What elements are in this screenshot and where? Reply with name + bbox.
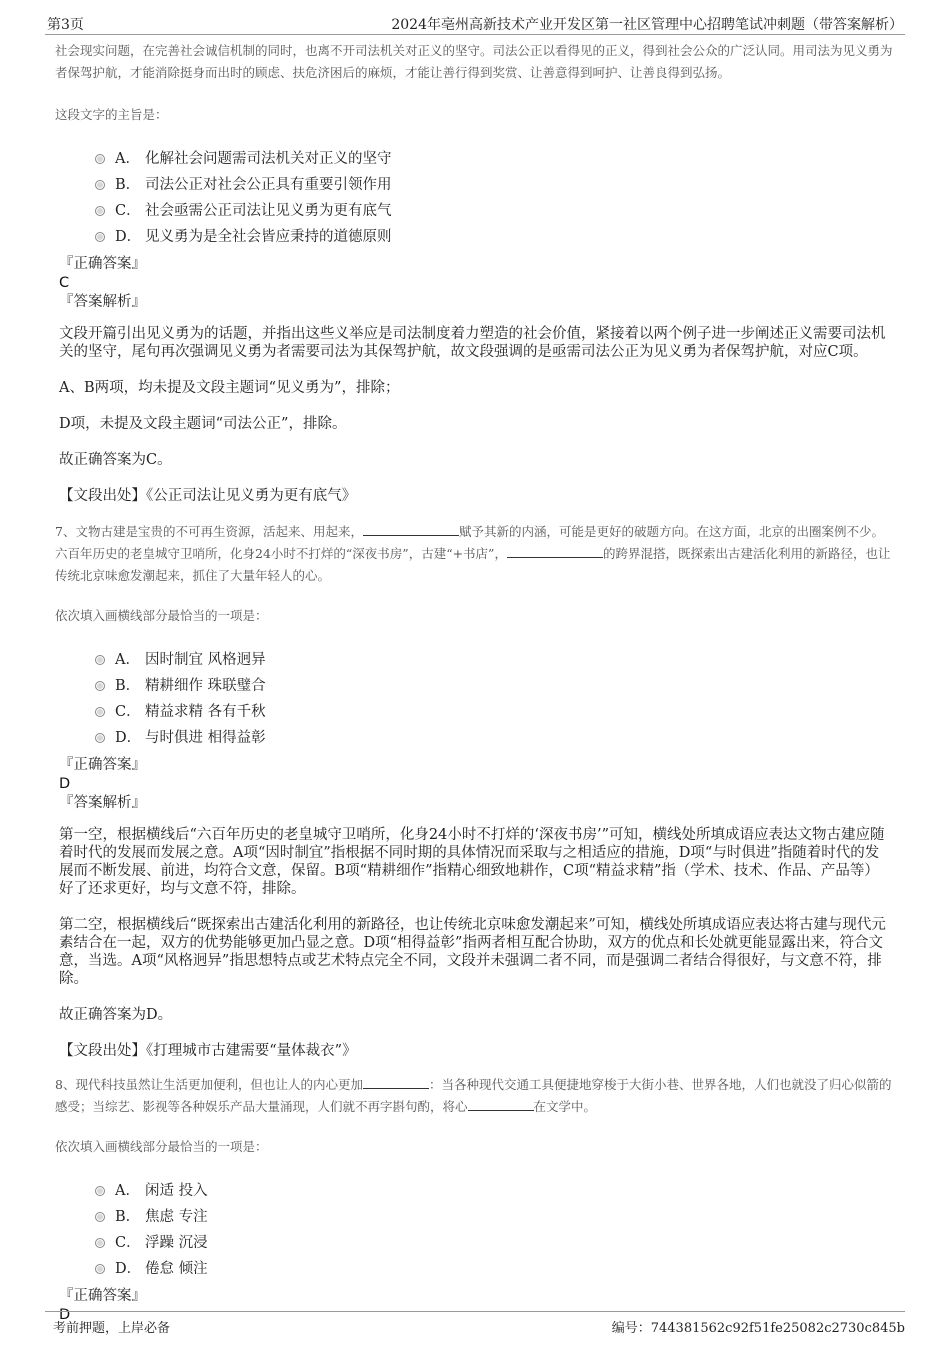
q7-passage: 7、文物古建是宝贵的不可再生资源，活起来、用起来， 赋予其新的内涵，可能是更好的破题方向。在这方面，北京的出圈案例不少。六百年历史的老皇城守卫哨所，化身24小时不打烊的“深夜书房”，古建“+书店”， 的跨界混搭，既探索出古建活化利用的新路径，也让传统北京味愈发潮起来，抓住了大量年轻人的心。 xyxy=(55,524,891,583)
q6-source: 【文段出处】《公正司法让见义勇为更有底气》 xyxy=(59,488,357,504)
q8-option-b[interactable]: B． 焦虑 专注 xyxy=(95,1202,893,1228)
q8-options xyxy=(95,1176,893,1280)
q8-option-d[interactable]: D． 倦怠 倾注 xyxy=(95,1254,893,1280)
q6-option-b[interactable]: B． 司法公正对社会公正具有重要引领作用 xyxy=(95,170,893,196)
q8-answer: D xyxy=(59,1307,71,1323)
radio-icon[interactable] xyxy=(95,707,105,717)
q7-option-a[interactable]: A． 因时制宜 风格迥异 xyxy=(95,645,893,671)
q6-analysis-2: A、B两项，均未提及文段主题词“见义勇为”，排除； xyxy=(59,380,400,396)
q6-analysis-label: 『答案解析』 xyxy=(59,294,146,310)
q7-instruction: 依次填入画横线部分最恰当的一项是： xyxy=(55,608,268,623)
q8-option-c[interactable]: C． 浮躁 沉浸 xyxy=(95,1228,893,1254)
radio-icon[interactable] xyxy=(95,1264,105,1274)
radio-icon[interactable] xyxy=(95,232,105,242)
q6-answer: C xyxy=(59,275,70,291)
q7-analysis-2: 第二空，根据横线后“既探索出古建活化利用的新路径，也让传统北京味愈发潮起来”可知，横线处所填成语应表达将古建与现代元素结合在一起，双方的优势能够更加凸显之意。D项“相得益彰”指两者相互配合协助，双方的优点和长处就更能显露出来，符合文意，当选。A项“风格迥异”指思想特点或艺术特点完全不同，文段并未强调二者不同，而是强调二者结合得很好，与文意不符，排除。 xyxy=(59,917,886,987)
page-number: 第3页 xyxy=(47,17,84,33)
q6-option-a[interactable]: A． 化解社会问题需司法机关对正义的坚守 xyxy=(95,144,893,170)
q7-source: 【文段出处】《打理城市古建需要“量体裁衣”》 xyxy=(59,1043,357,1059)
radio-icon[interactable] xyxy=(95,681,105,691)
q6-option-c[interactable]: C． 社会亟需公正司法让见义勇为更有底气 xyxy=(95,196,893,222)
q8-option-a[interactable]: A． 闲适 投入 xyxy=(95,1176,893,1202)
q6-passage: 社会现实问题，在完善社会诚信机制的同时，也离不开司法机关对正义的坚守。司法公正以看得见的正义，得到社会公众的广泛认同。用司法为见义勇为者保驾护航，才能消除挺身而出时的顾虑、扶危济困后的麻烦，才能让善行得到奖赏、让善意得到呵护、让善良得到弘扬。 xyxy=(55,43,893,80)
radio-icon[interactable] xyxy=(95,206,105,216)
q7-answer-label: 『正确答案』 xyxy=(59,757,146,773)
q7-analysis-1: 第一空，根据横线后“六百年历史的老皇城守卫哨所，化身24小时不打烊的‘深夜书房’”可知，横线处所填成语应表达文物古建应随着时代的发展而发展之意。A项“因时制宜”指根据不同时期的具体情况而采取与之相适应的措施，D项“与时俱进”指随着时代的发展而不断发展、前进，均符合文意，保留。B项“精耕细作”指精心细致地耕作，C项“精益求精”指（学术、技术、作品、产品等）好了还求更好，均与文意不符，排除。 xyxy=(59,827,885,897)
footer-slogan: 考前押题，上岸必备 xyxy=(53,1321,171,1336)
q8-answer-label: 『正确答案』 xyxy=(59,1288,146,1304)
document-id: 编号：744381562c92f51fe25082c2730c845b xyxy=(611,1321,905,1336)
q7-option-d[interactable]: D． 与时俱进 相得益彰 xyxy=(95,723,893,749)
radio-icon[interactable] xyxy=(95,1212,105,1222)
q6-instruction: 这段文字的主旨是： xyxy=(55,107,168,122)
q6-analysis-4: 故正确答案为C。 xyxy=(59,452,172,468)
q6-answer-label: 『正确答案』 xyxy=(59,256,146,272)
document-title: 2024年亳州高新技术产业开发区第一社区管理中心招聘笔试冲刺题（带答案解析） xyxy=(391,17,903,33)
q6-analysis-3: D项，未提及文段主题词“司法公正”，排除。 xyxy=(59,416,347,432)
radio-icon[interactable] xyxy=(95,655,105,665)
q7-answer: D xyxy=(59,776,71,792)
q7-analysis-label: 『答案解析』 xyxy=(59,795,146,811)
q7-option-c[interactable]: C． 精益求精 各有千秋 xyxy=(95,697,893,723)
page-footer xyxy=(45,1311,905,1338)
q7-analysis-3: 故正确答案为D。 xyxy=(59,1007,173,1023)
q8-passage: 8、现代科技虽然让生活更加便利，但也让人的内心更加 ：当各种现代交通工具便捷地穿梭于大街小巷、世界各地，人们也就没了归心似箭的感受；当综艺、影视等各种娱乐产品大量涌现，人们就不再字斟句酌，将心 在文学中。 xyxy=(55,1077,892,1114)
q7-blank-1 xyxy=(363,523,459,536)
q8-instruction: 依次填入画横线部分最恰当的一项是： xyxy=(55,1139,268,1154)
document-body xyxy=(55,40,893,1324)
q8-blank-2 xyxy=(468,1098,534,1111)
q7-options xyxy=(95,645,893,749)
page-header xyxy=(45,10,905,35)
q7-option-b[interactable]: B． 精耕细作 珠联璧合 xyxy=(95,671,893,697)
q6-analysis-1: 文段开篇引出见义勇为的话题，并指出这些义举应是司法制度着力塑造的社会价值，紧接着以两个例子进一步阐述正义需要司法机关的坚守，尾句再次强调见义勇为者需要司法为其保驾护航，故文段强调的是亟需司法公正为见义勇为者保驾护航，对应C项。 xyxy=(59,326,886,360)
q7-blank-2 xyxy=(507,545,603,558)
radio-icon[interactable] xyxy=(95,1238,105,1248)
radio-icon[interactable] xyxy=(95,733,105,743)
q6-options xyxy=(95,144,893,248)
radio-icon[interactable] xyxy=(95,154,105,164)
radio-icon[interactable] xyxy=(95,180,105,190)
radio-icon[interactable] xyxy=(95,1186,105,1196)
q6-option-d[interactable]: D． 见义勇为是全社会皆应秉持的道德原则 xyxy=(95,222,893,248)
q8-blank-1 xyxy=(363,1076,429,1089)
